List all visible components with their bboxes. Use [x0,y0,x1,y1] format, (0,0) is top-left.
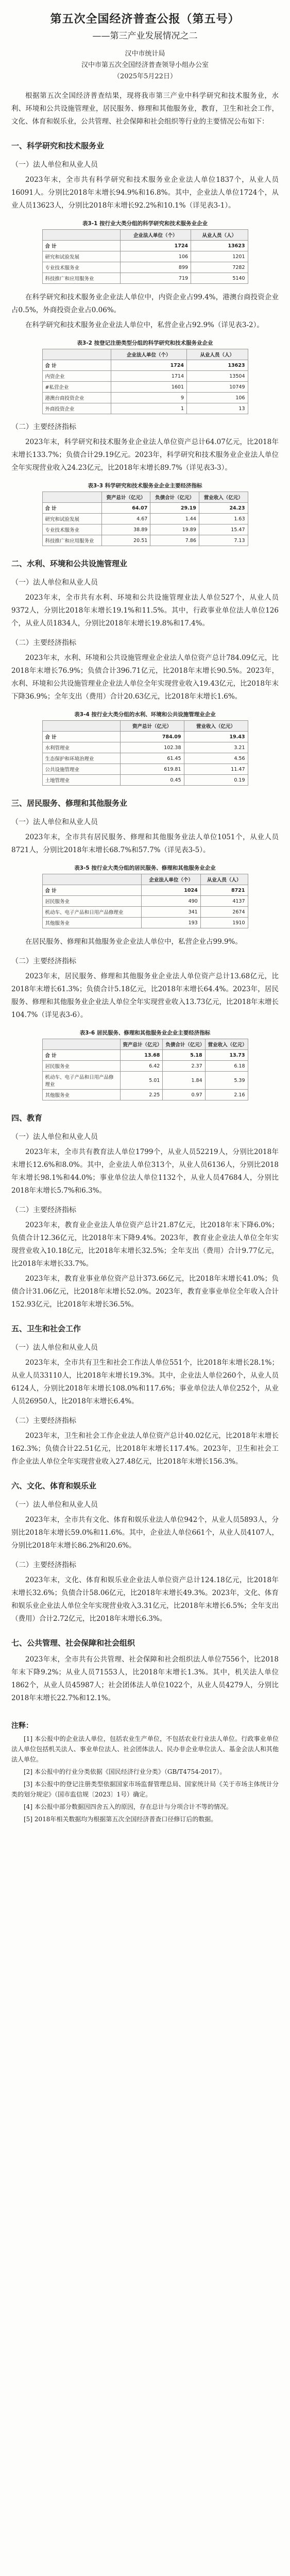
table-row [42,1072,248,1090]
subsection-heading: （一）法人单位和从业人员 [11,1501,98,1509]
note-item: [4] 本公报中部分数据因四舍五入的原因，存在总计与分项合计不等的情况。 [24,1803,232,1810]
table-row [42,732,248,742]
table-row [42,535,248,546]
table-cell: 1724 [120,241,191,251]
table-cell: 19.43 [184,732,248,742]
note-item: [1] 本公报中的企业法人单位，包括农业生产单位，不包括农业行业法人单位。行政事业单位法人单位包括机关法人、事业单位法人、社会团体法人、民办非企业单位法人、基金会法人和其他法人单位。 [11,1735,279,1763]
table-title: 表3-5 按行业大类分组的居民服务、修理和其他服务业企业 [74,865,216,871]
paragraph: 2023年末，卫生和社会工作企业法人单位资产总计40.02亿元，比2018年末增长162.3%；负债合计22.51亿元，比2018年末增长117.4%。2023年，卫生和社会工作企业法人单位全年实现营业收入27.48亿元，比2018年末增长156.3%。 [11,1432,279,1466]
table-cell: 5.39 [205,1072,248,1090]
table-cell: 4.56 [184,753,248,764]
table-row [42,896,248,907]
table-cell: 13.73 [205,1050,248,1061]
table-cell: 2.16 [205,1090,248,1100]
table-title: 表3-4 按行业大类分组的水利、环境和公共设施管理业企业 [74,711,216,718]
table-cell: 生态保护和环境治理业 [42,753,120,764]
doc-subtitle: ——第三产业发展情况之二 [92,31,198,41]
paragraph: 2023年末，教育业企业法人单位资产总计21.87亿元，比2018年末下降6.0%；负债合计12.36亿元，比2018年末下降9.4%。2023年，教育业企业法人单位全年实现营业收入10.18亿元，比2018年末增长32.5%；全年支出（费用）合计9.77亿元，比2018年末增长33.7%。 [11,1221,279,1268]
table-cell: 10749 [187,382,248,393]
table-title: 表3-1 按行业大类分组的科学研究和技术服务业企业 [82,221,208,227]
table-cell: 科技推广和应用服务业 [42,535,101,546]
paragraph: 2023年末，水利、环境和公共设施管理业企业法人单位资产总计784.09亿元，比2018年末增长76.9%；负债合计396.71亿元，比2018年末增长90.5%。2023年，水利、环境和公共设施管理业企业法人单位全年实现营业收入19.43亿元，比2018年末下降36.9%；全年支出（费用）合计20.63亿元，比2018年末增长1.6%。 [11,654,279,701]
issuer-line: 汉中市第五次全国经济普查领导小组办公室 [81,61,209,69]
table-cell: 合 计 [42,885,142,896]
table-cell: 102.38 [120,742,184,753]
table-figure [42,219,248,284]
section-heading: 七、公共管理、社会保障和社会组织 [11,1638,135,1648]
note-item: [3] 本公报中的登记注册类型依据国家市场监督管理总局、国家统计局《关于市场主体统计分类的划分规定》（国市监信规〔2023〕1号）确定。 [11,1781,279,1798]
section [11,140,279,546]
section [11,1323,279,1468]
table-cell: 水利管理业 [42,742,120,753]
table-header-cell: 营业收入（亿元） [199,492,248,503]
table-cell: 13623 [191,241,248,251]
table-cell: 1910 [200,918,248,928]
table-cell: 11.47 [184,764,248,775]
table-header-cell: 负债合计（亿元） [163,1039,205,1050]
section-heading: 二、水利、环境和公共设施管理业 [11,559,128,568]
table-cell: 合 计 [42,1050,120,1061]
table-cell: 0.97 [163,1090,205,1100]
notes-list [11,1734,279,1824]
issuer-line: 汉中市统计局 [125,50,165,58]
subsection-heading: （二）主要经济指标 [11,423,76,431]
table-cell: 1724 [111,360,187,371]
table-row [42,907,248,918]
table-cell: 5140 [191,273,248,284]
table-title: 表3-3 科学研究和技术服务业企业主要经济指标 [88,483,202,489]
table-cell: 4.67 [101,514,150,524]
table-cell: 6.42 [120,1061,163,1072]
table-figure [42,1029,248,1100]
table-cell: 13623 [187,360,248,371]
table-header-cell [42,230,120,241]
subsection-heading: （二）主要经济指标 [11,957,76,965]
data-table [42,874,248,928]
table-header-row [42,349,248,360]
table-header-row [42,1039,248,1050]
table-cell: 1714 [111,371,187,382]
table-cell: 29.19 [150,503,199,514]
data-table [42,229,248,284]
table-cell: 1.63 [199,514,248,524]
table-cell: 15.47 [199,524,248,535]
table-row [42,241,248,251]
paragraph: 在科学研究和技术服务业企业法人单位中，内资企业占99.4%，港澳台商投资企业占0.5%，外商投资企业占0.06%。 [11,293,279,314]
subsection-heading: （一）法人单位和从业人员 [11,818,98,826]
table-header-cell [42,349,111,360]
paragraph: 2023年末，全市共有居民服务、修理和其他服务业法人单位1051个，从业人员8721人，分别比2018年末增长68.7%和57.7%（详见表3-5）。 [11,833,279,854]
table-cell: 合 计 [42,241,120,251]
table-header-cell [42,492,101,503]
section [11,797,279,1100]
section [11,1480,279,1625]
subsection-heading: （二）主要经济指标 [11,1206,76,1214]
table-cell: 内资企业 [42,371,111,382]
table-cell: 5.01 [120,1072,163,1090]
paragraph: 2023年末，教育业事业单位资产总计373.66亿元，比2018年末增长41.0%；负债合计31.06亿元，比2018年末增长52.0%。2023年，教育业事业单位全年收入合计152.93亿元，比2018年末增长36.5%。 [11,1275,279,1309]
table-figure [42,710,248,786]
table-row [42,360,248,371]
paragraph: 在科学研究和技术服务业企业法人单位中，私营企业占92.9%（详见表3-2）。 [25,321,264,329]
paragraph: 2023年末，全市共有卫生和社会工作法人单位551个，比2018年末增长28.1%；从业人员33110人，比2018年末增长19.3%。其中，企业法人单位260个，从业人员6124人，分别比2018年末增长108.0%和117.6%；事业单位法人单位252个，从业人员26950人，比2018年末增长6.4%。 [11,1359,279,1405]
table-header-row [42,492,248,503]
section [11,557,279,786]
issuer-date: （2025年5月22日） [113,73,177,80]
subsection-heading: （一）法人单位和从业人员 [11,161,98,169]
table-cell: 19.89 [150,524,199,535]
table-cell: 其他服务业 [42,1090,120,1100]
table-cell: 341 [142,907,200,918]
table-cell: 机动车、电子产品和日用产品修理业 [42,907,142,918]
section-heading: 三、居民服务、修理和其他服务业 [11,799,128,808]
table-cell: 专业技术服务业 [42,524,101,535]
table-header-row [42,230,248,241]
table-title: 表3-6 居民服务、修理和其他服务业企业主要经济指标 [79,1030,211,1036]
sections-container [11,140,279,1705]
table-header-cell: 负债合计（亿元） [150,492,199,503]
table-cell: 20.51 [101,535,150,546]
paragraph: 2023年末，全市共有水利、环境和公共设施管理业法人单位527个，从业人员9372人，分别比2018年末增长19.1%和11.5%。其中，行政事业单位法人单位126个，从业人员1834人，分别比2018年末增长19.8%和17.4%。 [11,594,279,628]
intro-paragraph: 根据第五次全国经济普查结果，现将我市第三产业中科学研究和技术服务业，水利、环境和公共设施管理业，居民服务、修理和其他服务业，教育，卫生和社会工作，文化、体育和娱乐业，公共管理、社会保障和社会组织等行业的主要情况公布如下： [11,92,279,126]
table-figure [42,864,248,928]
table-row [42,1090,248,1100]
table-cell: 619.81 [120,764,184,775]
data-table [42,720,248,786]
table-header-cell: 从业人员（人） [187,349,248,360]
doc-title: 第五次全国经济普查公报（第五号） [50,12,240,26]
table-cell: 13 [187,403,248,414]
table-cell: #私营企业 [42,382,111,393]
table-header-cell [42,721,120,732]
table-cell: 1024 [142,885,200,896]
table-header-row [42,721,248,732]
table-header-cell: 资产总计（亿元） [120,1039,163,1050]
table-row [42,251,248,262]
table-cell: 24.23 [199,503,248,514]
table-cell: 研究和试验发展 [42,514,101,524]
table-header-cell: 营业收入（亿元） [205,1039,248,1050]
table-cell: 1.44 [150,514,199,524]
table-cell: 研究和试验发展 [42,251,120,262]
table-cell: 13.68 [120,1050,163,1061]
table-row [42,273,248,284]
table-row [42,1050,248,1061]
table-header-cell: 从业人员（人） [191,230,248,241]
subsection-heading: （一）法人单位和从业人员 [11,579,98,587]
paragraph: 2023年末，科学研究和技术服务业企业法人单位资产总计64.07亿元，比2018年末增长133.7%；负债合计29.19亿元。2023年，科学研究和技术服务业企业法人单位全年实现营业收入24.23亿元，比2018年末增长89.7%（详见表3-3）。 [11,438,279,472]
table-cell: 港澳台商投资企业 [42,393,111,403]
table-row [42,514,248,524]
table-cell: 其他服务业 [42,918,142,928]
table-header-cell [42,1039,120,1050]
table-header-cell: 企业法人单位（个） [111,349,187,360]
table-cell: 合 计 [42,360,111,371]
section [11,1637,279,1705]
table-row [42,775,248,786]
table-row [42,918,248,928]
table-figure [42,339,248,414]
table-cell: 2.37 [163,1061,205,1072]
table-row [42,371,248,382]
table-figure [42,482,248,546]
table-cell: 38.89 [101,524,150,535]
table-cell: 61.45 [120,753,184,764]
table-cell: 7.86 [150,535,199,546]
table-cell: 6.18 [205,1061,248,1072]
table-cell: 193 [142,918,200,928]
table-cell: 64.07 [101,503,150,514]
table-header-cell: 资产总计（亿元） [120,721,184,732]
table-cell: 合 计 [42,503,101,514]
section-heading: 四、教育 [11,1113,43,1123]
table-row [42,403,248,414]
table-cell: 外商投资企业 [42,403,111,414]
table-row [42,503,248,514]
table-title: 表3-2 按登记注册类型分组的科学研究和技术服务业企业 [77,340,213,346]
subsection-heading: （二）主要经济指标 [11,1417,76,1425]
data-table [42,349,248,414]
subsection-heading: （二）主要经济指标 [11,639,76,647]
table-cell: 106 [187,393,248,403]
table-cell: 专业技术服务业 [42,262,120,273]
table-cell: 784.09 [120,732,184,742]
table-cell: 公共设施管理业 [42,764,120,775]
table-cell: 0.45 [120,775,184,786]
section-heading: 一、科学研究和技术服务业 [11,141,105,150]
table-cell: 5.18 [163,1050,205,1061]
table-header-cell: 企业法人单位（个） [142,874,200,885]
table-row [42,524,248,535]
table-cell: 1.84 [163,1072,205,1090]
table-cell: 1201 [191,251,248,262]
table-cell: 4137 [200,896,248,907]
table-cell: 土地管理业 [42,775,120,786]
note-item: [2] 本公报中的行业分类依据《国民经济行业分类》（GB/T4754-2017）。 [24,1768,226,1775]
table-cell: 7.13 [199,535,248,546]
table-row [42,1061,248,1072]
notes-heading: 注释： [11,1722,33,1730]
subsection-heading: （二）主要经济指标 [11,1561,76,1569]
table-cell: 13504 [187,371,248,382]
table-row [42,742,248,753]
table-cell: 3.21 [184,742,248,753]
section-heading: 五、卫生和社会工作 [11,1324,81,1333]
table-cell: 合 计 [42,732,120,742]
subsection-heading: （一）法人单位和从业人员 [11,1133,98,1141]
table-cell: 科技推广和应用服务业 [42,273,120,284]
table-cell: 8721 [200,885,248,896]
note-item: [5] 2018年相关数据均为根据第五次全国经济普查口径修订后的数据。 [24,1816,217,1823]
paragraph: 2023年末，全市共有公共管理、社会保障和社会组织法人单位7556个，比2018年末下降9.2%；从业人员71553人，比2018年末增长1.3%。其中，机关法人单位1862个，从业人员45987人；社会团体法人单位1022个，从业人员4279人，分别比2018年末增长22.7%和12.1%。 [11,1655,279,1702]
paragraph: 2023年末，全市共有教育法人单位1799个，从业人员52219人，分别比2018年末增长12.6%和8.0%。其中，企业法人单位313个，从业人员6136人，分别比2018年末增长98.1%和44.0%；事业单位法人单位1132个，从业人员47684人，分别比2018年末增长5.7%和6.3%。 [11,1148,279,1195]
paragraph: 2023年末，文化、体育和娱乐业企业法人单位资产总计124.18亿元，比2018年末增长32.6%；负债合计58.06亿元，比2018年末增长49.3%。2023年，文化、体育和娱乐业企业法人单位全年实现营业收入3.31亿元，比2018年末增长6.5%；全年支出（费用）合计2.72亿元，比2018年末增长6.3%。 [11,1576,279,1623]
data-table [42,1039,248,1100]
table-cell: 居民服务业 [42,896,142,907]
table-header-cell: 营业收入（亿元） [184,721,248,732]
table-header-cell [42,874,142,885]
section-heading: 六、文化、体育和娱乐业 [11,1481,97,1490]
paragraph: 2023年末，居民服务、修理和其他服务业企业法人单位资产总计13.68亿元，比2018年末增长61.3%；负债合计5.18亿元，比2018年末增长64.4%。2023年，居民服务、修理和其他服务业企业法人单位全年实现营业收入13.73亿元，比2018年末增长104.7%（详见表3-6）。 [11,972,279,1019]
table-header-cell: 从业人员（人） [200,874,248,885]
data-table [42,492,248,546]
paragraph: 在居民服务、修理和其他服务业企业法人单位中，私营企业占99.9%。 [25,938,242,946]
issuer-block [11,48,279,82]
table-cell: 0.19 [184,775,248,786]
table-header-cell: 企业法人单位（个） [120,230,191,241]
table-cell: 2.25 [120,1090,163,1100]
table-cell: 490 [142,896,200,907]
table-row [42,393,248,403]
table-cell: 719 [120,273,191,284]
paragraph: 2023年末，全市共有文化、体育和娱乐业法人单位942个，从业人员5893人，分别比2018年末增长59.0%和11.6%。其中，企业法人单位661个，从业人员4107人，分别比2018年末增长86.2%和20.6%。 [11,1516,279,1550]
paragraph: 2023年末，全市共有科学研究和技术服务业企业法人单位1837个，从业人员16091人。分别比2018年末增长94.9%和16.8%。其中，企业法人单位1724个，从业人员13623人，分别比2018年末增长92.2%和10.1%（详见表3-1）。 [11,176,279,210]
table-row [42,753,248,764]
table-row [42,885,248,896]
table-cell: 9 [111,393,187,403]
section [11,1112,279,1311]
table-cell: 1601 [111,382,187,393]
table-header-row [42,874,248,885]
table-row [42,382,248,393]
table-cell: 899 [120,262,191,273]
table-cell: 1 [111,403,187,414]
table-row [42,262,248,273]
subsection-heading: （一）法人单位和从业人员 [11,1344,98,1352]
table-row [42,764,248,775]
table-cell: 机动车、电子产品和日用产品修理业 [42,1072,120,1090]
table-cell: 7282 [191,262,248,273]
table-cell: 106 [120,251,191,262]
table-cell: 2674 [200,907,248,918]
table-cell: 居民服务业 [42,1061,120,1072]
table-header-cell: 资产总计（亿元） [101,492,150,503]
